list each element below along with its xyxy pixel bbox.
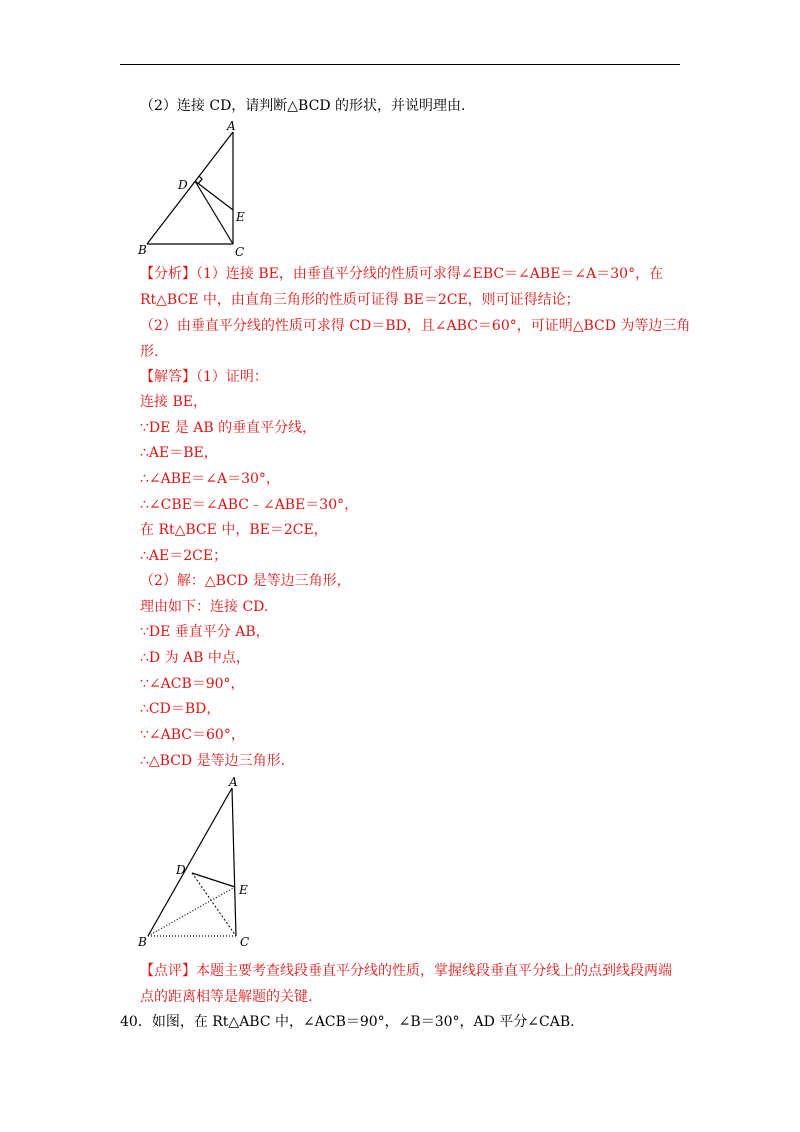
solution-line: ∴AE＝BE， bbox=[140, 445, 218, 461]
solution-line: 连接 BE， bbox=[140, 394, 207, 410]
solution-line: ∴∠ABE＝∠A＝30°， bbox=[140, 471, 280, 487]
segment-DC bbox=[195, 181, 233, 244]
label-B: B bbox=[138, 935, 147, 949]
solution-line: 理由如下：连接 CD. bbox=[140, 599, 269, 615]
figure-triangle-1 bbox=[135, 118, 255, 260]
solution-line: ∴AE＝2CE； bbox=[140, 548, 228, 564]
label-E: E bbox=[239, 883, 248, 897]
label-A: A bbox=[229, 775, 238, 789]
header-rule bbox=[120, 64, 680, 65]
comment-line: 点的距离相等是解题的关键. bbox=[140, 989, 313, 1005]
analysis-line: 形. bbox=[140, 344, 159, 360]
solution-line: ∴∠CBE＝∠ABC﹣∠ABE＝30°， bbox=[140, 497, 359, 513]
solution-line: ∴D 为 AB 中点， bbox=[140, 650, 250, 666]
solution-line: 【解答】（1）证明： bbox=[140, 369, 268, 385]
label-E: E bbox=[236, 210, 245, 224]
label-C: C bbox=[235, 245, 245, 259]
solution-line: ∵DE 垂直平分 AB， bbox=[140, 624, 270, 640]
label-A: A bbox=[227, 119, 236, 133]
solution-line: ∴CD＝BD， bbox=[140, 701, 221, 717]
segment-AB bbox=[148, 788, 232, 936]
solution-line: ∴△BCD 是等边三角形. bbox=[140, 753, 286, 769]
segment-DE bbox=[195, 181, 233, 210]
segment-DC-dashed bbox=[192, 873, 236, 936]
segment-BE-dotted bbox=[148, 887, 235, 936]
solution-line: ∵∠ABC＝60°， bbox=[140, 727, 245, 743]
label-D: D bbox=[178, 178, 188, 192]
analysis-line: 【分析】（1）连接 BE，由垂直平分线的性质可求得∠EBC＝∠ABE＝∠A＝30°，在 bbox=[140, 266, 664, 282]
question-part2: （2）连接 CD，请判断△BCD 的形状，并说明理由. bbox=[140, 98, 466, 114]
comment-line: 【点评】本题主要考查线段垂直平分线的性质，掌握线段垂直平分线上的点到线段两端 bbox=[140, 963, 672, 979]
solution-line: ∵∠ACB＝90°， bbox=[140, 676, 245, 692]
question-40: 40．如图，在 Rt△ABC 中，∠ACB＝90°，∠B＝30°，AD 平分∠CAB. bbox=[120, 1014, 575, 1030]
solution-line: 在 Rt△BCE 中，BE＝2CE， bbox=[140, 522, 328, 538]
solution-line: ∵DE 是 AB 的垂直平分线， bbox=[140, 420, 317, 436]
label-C: C bbox=[240, 935, 250, 949]
label-B: B bbox=[138, 243, 147, 257]
figure-triangle-2 bbox=[132, 774, 262, 952]
solution-line: （2）解：△BCD 是等边三角形， bbox=[140, 573, 351, 589]
label-D: D bbox=[176, 863, 186, 877]
analysis-line: Rt△BCE 中，由直角三角形的性质可证得 BE＝2CE，则可证得结论； bbox=[140, 292, 580, 308]
segment-AC bbox=[232, 788, 236, 936]
segment-AB bbox=[147, 132, 233, 244]
segment-DE bbox=[192, 873, 235, 887]
analysis-line: （2）由垂直平分线的性质可求得 CD＝BD，且∠ABC＝60°，可证明△BCD 为等边三角 bbox=[140, 318, 691, 334]
